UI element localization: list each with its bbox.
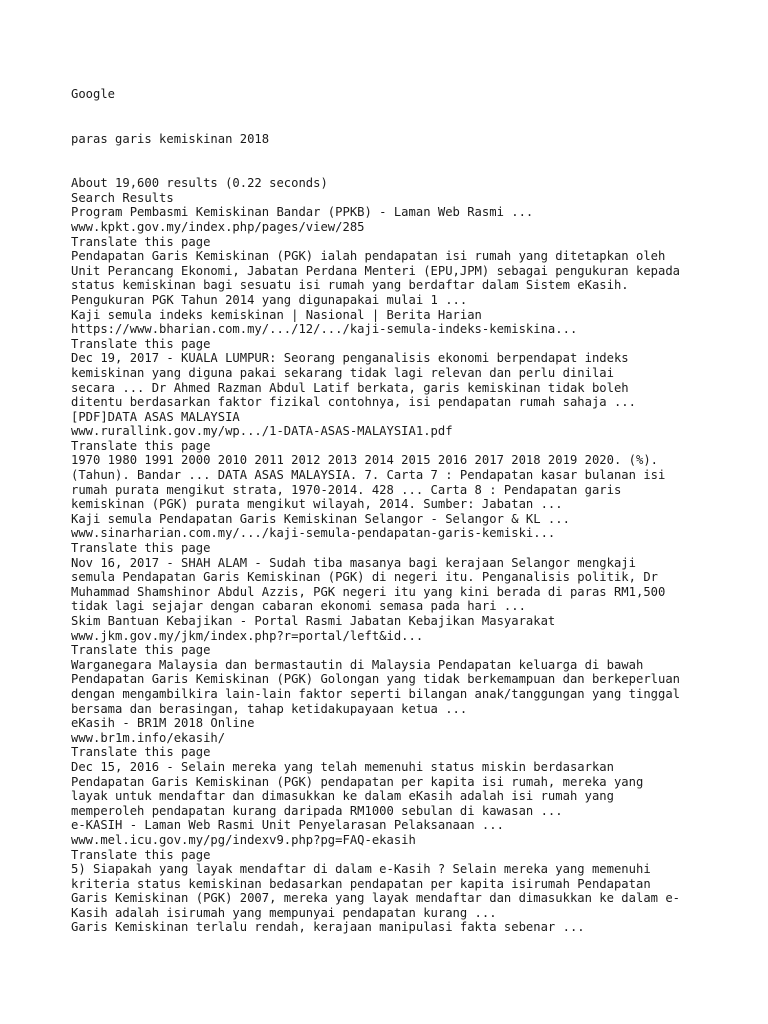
result-url[interactable]: www.kpkt.gov.my/index.php/pages/view/285: [71, 219, 365, 234]
translate-page-link[interactable]: Translate this page: [71, 745, 211, 760]
result-title-link[interactable]: Skim Bantuan Kebajikan - Portal Rasmi Jabatan Kebajikan Masyarakat: [71, 614, 556, 628]
result-title-link[interactable]: Garis Kemiskinan terlalu rendah, kerajaan manipulasi fakta sebenar ...: [71, 920, 585, 935]
result-snippet-line: Pendapatan Garis Kemiskinan (PGK) Golongan yang tidak berkemampuan dan berkeperluan: [71, 672, 681, 687]
search-query[interactable]: paras garis kemiskinan 2018: [71, 131, 270, 146]
result-title-link[interactable]: Kaji semula Pendapatan Garis Kemiskinan Selangor - Selangor & KL ...: [71, 511, 570, 526]
search-result: [71, 716, 751, 818]
result-snippet-line: semula Pendapatan Garis Kemiskinan (PGK) di negeri itu. Penganalisis politik, Dr: [71, 570, 658, 585]
translate-page-link[interactable]: Translate this page: [71, 336, 211, 351]
result-snippet-line: memperoleh pendapatan kurang daripada RM1000 sebulan di kawasan ...: [71, 803, 563, 818]
search-result: [71, 308, 751, 410]
result-snippet-line: status kemiskinan bagi sesuatu isi rumah yang berdaftar dalam Sistem eKasih.: [71, 278, 629, 293]
result-snippet-line: Dec 19, 2017 - KUALA LUMPUR: Seorang penganalisis ekonomi berpendapat indeks: [71, 351, 629, 366]
translate-page-link[interactable]: Translate this page: [71, 541, 211, 556]
search-result: [71, 614, 751, 716]
translate-page-link[interactable]: Translate this page: [71, 643, 211, 658]
translate-page-link[interactable]: Translate this page: [71, 438, 211, 453]
result-title-link[interactable]: [PDF]DATA ASAS MALAYSIA: [71, 409, 240, 424]
result-url[interactable]: www.sinarharian.com.my/.../kaji-semula-pendapatan-garis-kemiski...: [71, 526, 556, 541]
result-snippet-line: kemiskinan (PGK) purata mengikut wilayah, 2014. Sumber: Jabatan ...: [71, 497, 563, 512]
search-page: [71, 87, 751, 935]
result-snippet-line: 1970 1980 1991 2000 2010 2011 2012 2013 2014 2015 2016 2017 2018 2019 2020. (%).: [71, 453, 658, 468]
search-results-list: [71, 205, 751, 935]
result-url[interactable]: www.mel.icu.gov.my/pg/indexv9.php?pg=FAQ-ekasih: [71, 832, 416, 847]
result-snippet-line: Garis Kemiskinan (PGK) 2007, mereka yang layak mendaftar dan dimasukkan ke dalam e-: [71, 891, 681, 906]
search-results-heading: Search Results: [71, 190, 174, 205]
result-title-link[interactable]: e-KASIH - Laman Web Rasmi Unit Penyelarasan Pelaksanaan ...: [71, 818, 504, 833]
result-snippet-line: ditentu berdasarkan faktor fizikal contohnya, isi pendapatan rumah sahaja ...: [71, 395, 636, 410]
result-snippet-line: Dec 15, 2016 - Selain mereka yang telah memenuhi status miskin berdasarkan: [71, 759, 614, 774]
result-url[interactable]: www.jkm.gov.my/jkm/index.php?r=portal/left&id...: [71, 628, 424, 643]
result-snippet-line: Kasih adalah isirumah yang mempunyai pendapatan kurang ...: [71, 905, 497, 920]
result-snippet-line: Pendapatan Garis Kemiskinan (PGK) ialah pendapatan isi rumah yang ditetapkan oleh: [71, 249, 666, 264]
result-snippet-line: Muhammad Shamshinor Abdul Azzis, PGK negeri itu yang kini berada di paras RM1,500: [71, 584, 666, 599]
result-snippet-line: kemiskinan yang diguna pakai sekarang tidak lagi relevan dan perlu dinilai: [71, 365, 614, 380]
result-title-link[interactable]: eKasih - BR1M 2018 Online: [71, 716, 255, 731]
result-url[interactable]: https://www.bharian.com.my/.../12/.../kaji-semula-indeks-kemiskina...: [71, 322, 578, 337]
search-result: [71, 410, 751, 512]
result-snippet-line: 5) Siapakah yang layak mendaftar di dalam e-Kasih ? Selain mereka yang memenuhi: [71, 862, 651, 877]
result-url[interactable]: www.br1m.info/ekasih/: [71, 730, 226, 745]
translate-page-link[interactable]: Translate this page: [71, 234, 211, 249]
result-title-link[interactable]: Program Pembasmi Kemiskinan Bandar (PPKB) - Laman Web Rasmi ...: [71, 205, 534, 220]
result-snippet-line: rumah purata mengikut strata, 1970-2014. 428 ... Carta 8 : Pendapatan garis: [71, 482, 622, 497]
result-snippet-line: Warganegara Malaysia dan bermastautin di Malaysia Pendapatan keluarga di bawah: [71, 657, 644, 672]
translate-page-link[interactable]: Translate this page: [71, 847, 211, 862]
result-snippet-line: kriteria status kemiskinan bedasarkan pendapatan per kapita isirumah Pendapatan: [71, 876, 651, 891]
result-snippet-line: secara ... Dr Ahmed Razman Abdul Latif berkata, garis kemiskinan tidak boleh: [71, 380, 629, 395]
result-snippet-line: tidak lagi sejajar dengan cabaran ekonomi semasa pada hari ...: [71, 599, 526, 614]
result-snippet-line: Pengukuran PGK Tahun 2014 yang digunapakai mulai 1 ...: [71, 292, 468, 307]
result-snippet-line: Pendapatan Garis Kemiskinan (PGK) pendapatan per kapita isi rumah, mereka yang: [71, 774, 644, 789]
google-brand[interactable]: Google: [71, 87, 116, 101]
result-snippet-line: Nov 16, 2017 - SHAH ALAM - Sudah tiba masanya bagi kerajaan Selangor mengkaji: [71, 555, 636, 570]
result-title-link[interactable]: Kaji semula indeks kemiskinan | Nasional | Berita Harian: [71, 307, 482, 322]
result-snippet-line: bersama dan berasingan, tahap ketidakupayaan ketua ...: [71, 701, 468, 716]
result-stats: About 19,600 results (0.22 seconds): [71, 176, 328, 191]
result-snippet-line: (Tahun). Bandar ... DATA ASAS MALAYSIA. 7. Carta 7 : Pendapatan kasar bulanan isi: [71, 468, 666, 483]
search-result: [71, 920, 751, 935]
result-url[interactable]: www.rurallink.gov.my/wp.../1-DATA-ASAS-MALAYSIA1.pdf: [71, 424, 453, 439]
result-snippet-line: layak untuk mendaftar dan dimasukkan ke dalam eKasih adalah isi rumah yang: [71, 789, 614, 804]
search-result: [71, 205, 751, 307]
result-snippet-line: Unit Perancang Ekonomi, Jabatan Perdana Menteri (EPU,JPM) sebagai pengukuran kepada: [71, 263, 681, 278]
search-result: [71, 512, 751, 614]
search-result: [71, 818, 751, 920]
result-snippet-line: dengan mengambilkira lain-lain faktor seperti bilangan anak/tanggungan yang tinggal: [71, 686, 681, 701]
